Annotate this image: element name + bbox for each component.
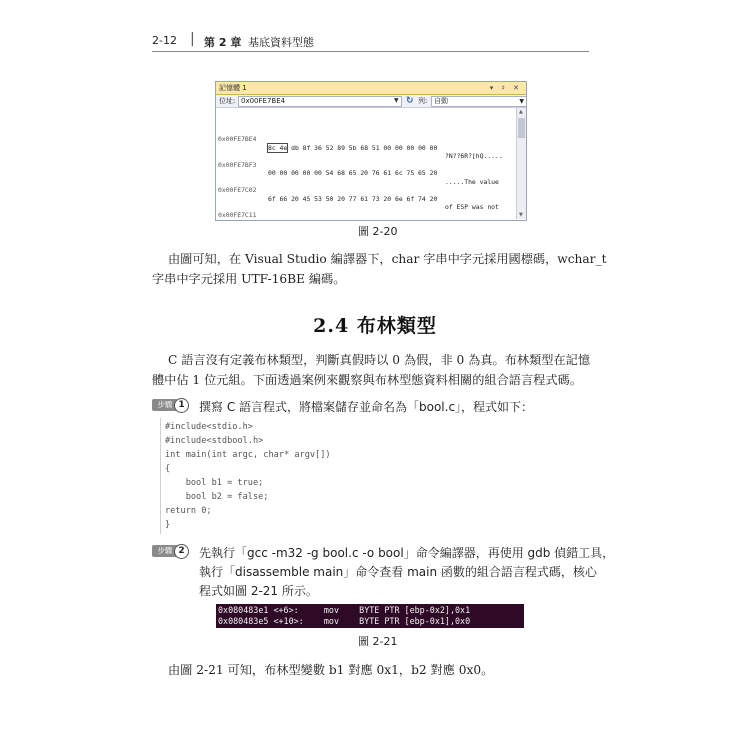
code-line: return 0; <box>165 506 212 516</box>
memory-row <box>218 203 514 220</box>
step-label: 步驟 <box>152 545 178 557</box>
step-2-line-3: 程式如圖 2-21 所示。 <box>199 584 318 598</box>
memory-text: .....The value <box>445 177 503 186</box>
paragraph-2-line-2: 體中佔 1 位元組。下面透過案例來觀察與布林型態資料相關的組合語言程式碼。 <box>152 373 582 387</box>
code-line: bool b1 = true; <box>165 478 264 488</box>
step-1-badge <box>152 398 188 412</box>
chapter-label: 第 2 章 <box>204 36 242 49</box>
chevron-down-icon: ▼ <box>394 97 399 104</box>
columns-label: 列: <box>418 97 428 105</box>
columns-value: 自動 <box>434 97 448 105</box>
page-number: 2-12 <box>152 34 177 47</box>
scroll-down-icon: ▼ <box>519 212 523 218</box>
step-1-text: 撰寫 C 語言程式，將檔案儲存並命名為「bool.c」，程式如下： <box>199 400 534 414</box>
code-line: } <box>165 520 171 530</box>
terminal-line: 0x080483e1 <+6>: mov BYTE PTR [ebp-0x2],0x1 <box>218 605 471 615</box>
running-header <box>152 30 592 52</box>
figure-caption-2-20: 圖 2-20 <box>358 225 398 238</box>
terminal-figure <box>216 604 524 628</box>
memory-text: ?N??6R?[hQ..... <box>445 152 503 161</box>
scrollbar-thumb <box>518 118 525 138</box>
step-2-line-2: 執行「disassemble main」命令查看 main 函數的組合語言程式碼，核心 <box>199 565 597 579</box>
header-rule <box>152 51 589 52</box>
figure-caption-2-21: 圖 2-21 <box>358 635 398 648</box>
memory-address: 0x00FE7C02 <box>218 186 257 195</box>
step-2 <box>152 544 615 600</box>
memory-hex: 00 00 00 00 00 54 68 65 20 76 61 6c 75 65 20 <box>268 169 438 178</box>
paragraph-3: 由圖 2-21 可知，布林型變數 b1 對應 0x1，b2 對應 0x0。 <box>168 663 494 677</box>
address-input: 0x00FE7BE4 <box>238 96 402 107</box>
scroll-up-icon: ▲ <box>519 109 523 115</box>
memory-window-title: 記憶體 1 <box>219 84 247 92</box>
paragraph-1-line-2: 字串中字元採用 UTF-16BE 編碼。 <box>152 272 346 286</box>
step-number: 2 <box>174 544 189 559</box>
code-line: int main(int argc, char* argv[]) <box>165 450 331 460</box>
step-label: 步驟 <box>152 399 178 411</box>
memory-address: 0x00FE7C11 <box>218 211 257 220</box>
step-2-badge <box>152 544 188 558</box>
address-label: 位址: <box>219 97 236 105</box>
memory-address: 0x00FE7BF3 <box>218 160 257 169</box>
code-line: #include<stdbool.h> <box>165 436 264 446</box>
memory-scrollbar <box>516 108 526 219</box>
memory-row <box>218 127 514 161</box>
memory-rows <box>218 110 514 221</box>
memory-hex: 8c 4e db 8f 36 52 89 5b 68 51 00 00 00 00 00 <box>268 143 438 152</box>
terminal-line: 0x080483e5 <+10>: mov BYTE PTR [ebp-0x1],0x0 <box>218 616 471 626</box>
paragraph-1-line-1: 由圖可知，在 Visual Studio 編譯器下，char 字串中字元採用國標碼，wchar_t <box>168 252 607 266</box>
section-title: 2.4 布林類型 <box>313 315 437 337</box>
paragraph-2-line-1: C 語言沒有定義布林類型，判斷真假時以 0 為假，非 0 為真。布林類型在記憶 <box>168 353 591 367</box>
memory-row <box>218 178 514 211</box>
memory-window-figure <box>215 81 527 221</box>
step-2-line-1: 先執行「gcc -m32 -g bool.c -o bool」命令編譯器，再使用 gdb 偵錯工具， <box>199 546 615 560</box>
memory-text: of ESP was not <box>445 202 503 211</box>
memory-row <box>218 152 514 186</box>
memory-address: 0x00FE7BE4 <box>218 135 257 144</box>
chevron-down-icon: ▼ <box>519 98 524 105</box>
columns-select <box>431 96 527 107</box>
code-block <box>160 418 591 534</box>
refresh-icon: ↻ <box>406 96 414 106</box>
code-line: bool b2 = false; <box>165 492 269 502</box>
highlighted-bytes: 8c 4e <box>268 143 288 152</box>
code-line: #include<stdio.h> <box>165 422 253 432</box>
chapter-title: 基底資料型態 <box>248 36 314 49</box>
step-1 <box>152 398 592 414</box>
window-controls-icon: ▾ ♯ ✕ <box>489 84 522 92</box>
memory-hex: 6f 66 20 45 53 50 20 77 61 73 20 6e 6f 74 20 <box>268 194 438 203</box>
memory-hex <box>268 220 437 221</box>
address-bar <box>216 95 526 108</box>
memory-window-titlebar <box>216 82 526 95</box>
step-number: 1 <box>174 398 189 413</box>
code-line: { <box>165 464 171 474</box>
header-separator: | <box>190 31 195 47</box>
